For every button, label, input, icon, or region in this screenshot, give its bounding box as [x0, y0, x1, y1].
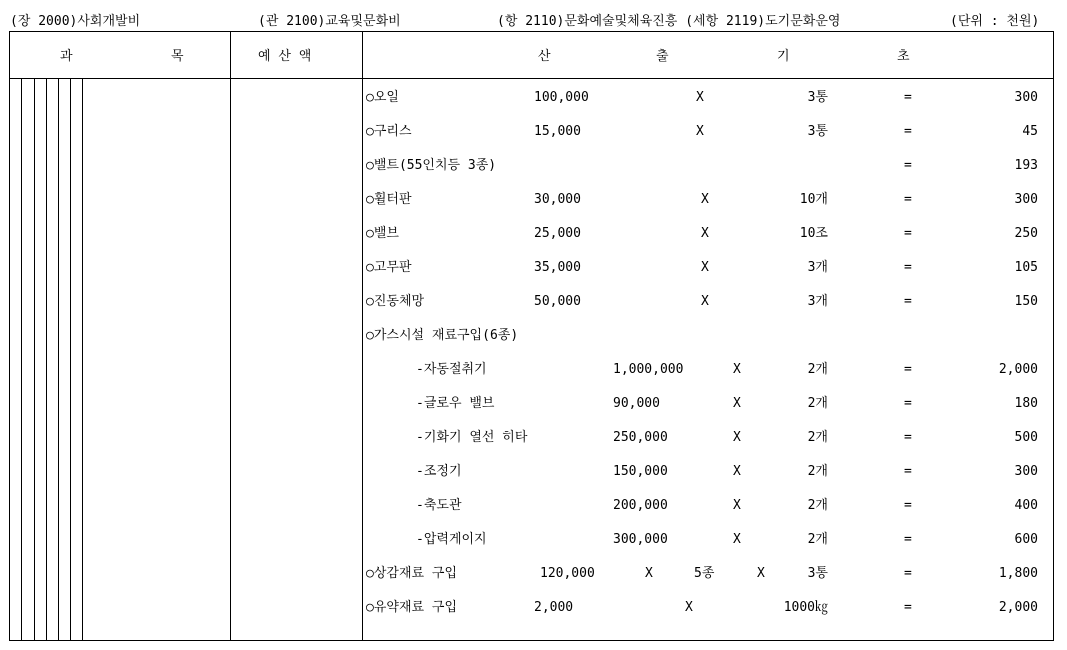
amount-value: 2,000	[998, 600, 1038, 615]
quantity-value: 10조	[799, 226, 828, 241]
table-row	[0, 394, 1067, 414]
amount-value: 600	[1014, 532, 1038, 547]
item-label: ○밸트(55인치등 3종)	[366, 158, 497, 173]
unit-price: 200,000	[613, 498, 668, 513]
equals-sign: =	[904, 430, 912, 445]
item-label: ○밸브	[366, 226, 399, 241]
multiply-sign: X	[733, 362, 741, 377]
unit-price: 250,000	[613, 430, 668, 445]
table-row	[0, 258, 1067, 278]
table-row	[0, 122, 1067, 142]
equals-sign: =	[904, 532, 912, 547]
item-label: ○구리스	[366, 124, 412, 139]
sub-item-label: -자동절취기	[416, 362, 487, 377]
equals-sign: =	[904, 124, 912, 139]
table-row	[0, 428, 1067, 448]
amount-value: 105	[1014, 260, 1038, 275]
equals-sign: =	[904, 566, 912, 581]
amount-value: 2,000	[998, 362, 1038, 377]
amount-value: 193	[1014, 158, 1038, 173]
multiply-sign-2: X	[757, 566, 765, 581]
item-label: ○유약재료 구입	[366, 600, 458, 615]
header-unit: (단위 : 천원)	[950, 14, 1040, 29]
quantity-value: 3통	[807, 124, 828, 139]
table-row	[0, 292, 1067, 312]
equals-sign: =	[904, 600, 912, 615]
quantity-value: 10개	[799, 192, 828, 207]
unit-price: 30,000	[534, 192, 581, 207]
unit-price: 1,000,000	[613, 362, 684, 377]
unit-price: 150,000	[613, 464, 668, 479]
equals-sign: =	[904, 464, 912, 479]
header-gwan: (관 2100)교육및문화비	[258, 14, 401, 29]
quantity-value: 2개	[807, 396, 828, 411]
equals-sign: =	[904, 158, 912, 173]
sub-item-label: -압력게이지	[416, 532, 487, 547]
column-gwa: 과	[60, 49, 73, 64]
unit-price: 35,000	[534, 260, 581, 275]
unit-price: 120,000	[540, 566, 595, 581]
unit-price: 90,000	[613, 396, 660, 411]
equals-sign: =	[904, 362, 912, 377]
multiply-sign: X	[696, 124, 704, 139]
unit-price: 25,000	[534, 226, 581, 241]
amount-value: 150	[1014, 294, 1038, 309]
item-label: ○오일	[366, 90, 399, 105]
amount-value: 400	[1014, 498, 1038, 513]
equals-sign: =	[904, 294, 912, 309]
table-row	[0, 360, 1067, 380]
multiply-sign: X	[733, 498, 741, 513]
table-row	[0, 88, 1067, 108]
column-budget: 예 산 액	[258, 49, 312, 64]
quantity-value: 3개	[807, 260, 828, 275]
quantity-value: 3통	[807, 90, 828, 105]
quantity-value: 2개	[807, 532, 828, 547]
quantity-value: 2개	[807, 498, 828, 513]
equals-sign: =	[904, 396, 912, 411]
header-divider	[9, 78, 1054, 79]
quantity-value: 3개	[807, 294, 828, 309]
sub-item-label: -기화기 열선 히타	[416, 430, 528, 445]
table-row	[0, 326, 1067, 346]
header-hang: (항 2110)문화예술및체육진흥 (세항 2119)도기문화운영	[497, 14, 841, 29]
column-calc-2: 출	[656, 49, 669, 64]
item-label: ○휠터판	[366, 192, 412, 207]
multiply-sign: X	[733, 430, 741, 445]
column-calc-3: 기	[777, 49, 790, 64]
item-label: ○진동체망	[366, 294, 425, 309]
amount-value: 300	[1014, 192, 1038, 207]
amount-value: 180	[1014, 396, 1038, 411]
quantity-value: 2개	[807, 430, 828, 445]
amount-value: 250	[1014, 226, 1038, 241]
multiply-sign: X	[701, 192, 709, 207]
table-row	[0, 496, 1067, 516]
quantity-value: 2개	[807, 464, 828, 479]
amount-value: 300	[1014, 464, 1038, 479]
count-value: 5종	[694, 566, 715, 581]
column-mok: 목	[171, 49, 184, 64]
column-calc-1: 산	[538, 49, 551, 64]
equals-sign: =	[904, 192, 912, 207]
multiply-sign: X	[701, 294, 709, 309]
multiply-sign: X	[733, 464, 741, 479]
quantity-value: 2개	[807, 362, 828, 377]
header-jang: (장 2000)사회개발비	[10, 14, 141, 29]
quantity-value: 1000㎏	[783, 600, 828, 615]
item-label: ○가스시설 재료구입(6종)	[366, 328, 519, 343]
equals-sign: =	[904, 260, 912, 275]
multiply-sign: X	[701, 226, 709, 241]
amount-value: 300	[1014, 90, 1038, 105]
multiply-sign: X	[733, 396, 741, 411]
table-row	[0, 598, 1067, 618]
unit-price: 100,000	[534, 90, 589, 105]
unit-price: 50,000	[534, 294, 581, 309]
table-row	[0, 564, 1067, 584]
amount-value: 1,800	[998, 566, 1038, 581]
sub-item-label: -글로우 밸브	[416, 396, 495, 411]
table-row	[0, 462, 1067, 482]
multiply-sign: X	[645, 566, 653, 581]
table-row	[0, 190, 1067, 210]
equals-sign: =	[904, 90, 912, 105]
multiply-sign: X	[696, 90, 704, 105]
item-label: ○상감재료 구입	[366, 566, 458, 581]
sub-item-label: -조정기	[416, 464, 462, 479]
column-calc-4: 초	[897, 49, 910, 64]
equals-sign: =	[904, 498, 912, 513]
item-label: ○고무판	[366, 260, 412, 275]
table-row	[0, 530, 1067, 550]
unit-price: 300,000	[613, 532, 668, 547]
unit-price: 15,000	[534, 124, 581, 139]
unit-price: 2,000	[534, 600, 574, 615]
equals-sign: =	[904, 226, 912, 241]
quantity-value: 3통	[807, 566, 828, 581]
table-row	[0, 224, 1067, 244]
sub-item-label: -축도관	[416, 498, 462, 513]
multiply-sign: X	[733, 532, 741, 547]
amount-value: 500	[1014, 430, 1038, 445]
table-row	[0, 156, 1067, 176]
multiply-sign: X	[685, 600, 693, 615]
multiply-sign: X	[701, 260, 709, 275]
amount-value: 45	[1022, 124, 1038, 139]
